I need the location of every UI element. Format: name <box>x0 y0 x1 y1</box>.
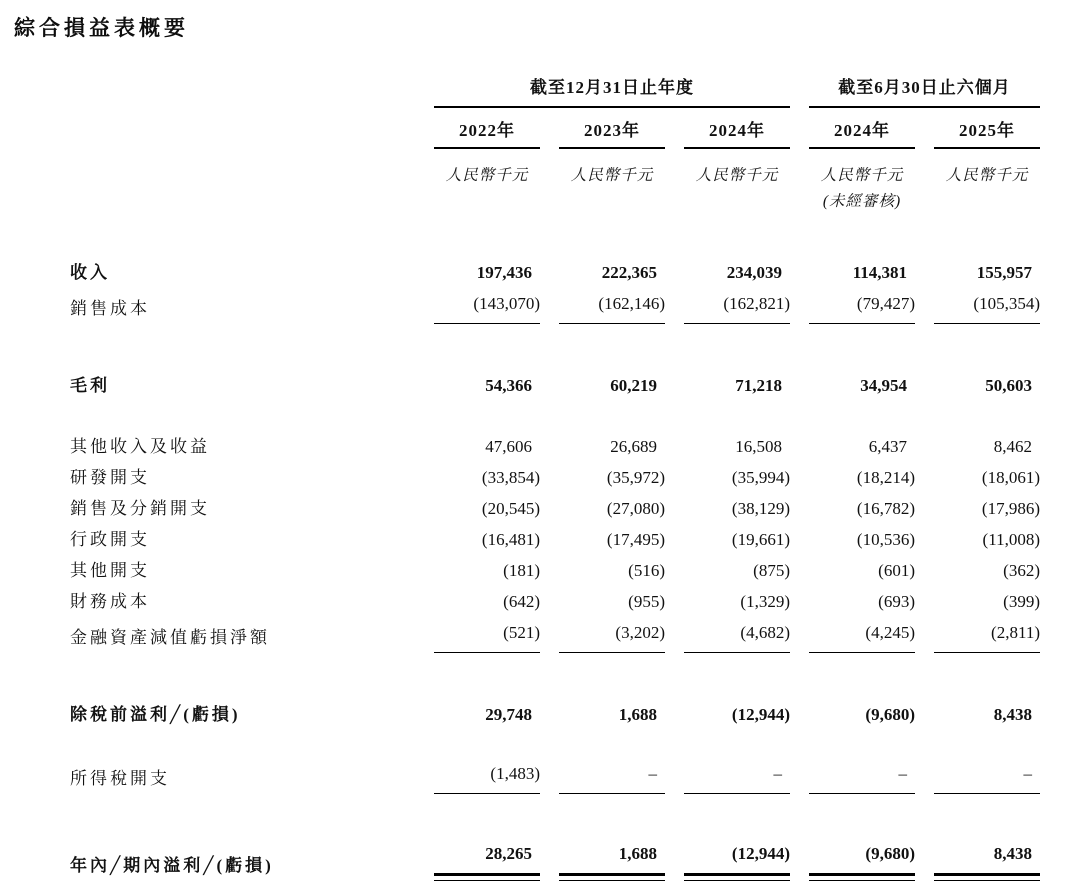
cell-h2025: 8,462 <box>993 437 1032 456</box>
column-header-y2023: 2023年 <box>559 120 665 149</box>
row-label: 收入 <box>70 263 110 282</box>
cell-y2023: – <box>559 758 665 794</box>
column-header-h2025: 2025年 <box>934 120 1040 149</box>
row-gross-profit <box>70 370 1040 401</box>
row-label: 除稅前溢利╱(虧損) <box>70 705 241 724</box>
cell-h2024: 34,954 <box>860 376 907 395</box>
cell-y2023: (3,202) <box>559 617 665 653</box>
row-impairment-losses <box>70 617 1040 653</box>
cell-y2023: 222,365 <box>601 263 657 282</box>
cell-text: 1,688 <box>618 844 657 863</box>
cell-h2024: 6,437 <box>868 437 907 456</box>
cell-y2024: 16,508 <box>735 437 782 456</box>
cell-y2023: (17,495) <box>606 530 665 549</box>
cell-h2025: (105,354) <box>934 288 1040 324</box>
cell-h2025: (17,986) <box>981 499 1040 518</box>
cell-h2024 <box>809 838 915 881</box>
column-header-y2022: 2022年 <box>434 120 540 149</box>
row-other-expenses <box>70 555 1040 586</box>
header-year-row <box>70 120 1040 149</box>
cell-h2025: (18,061) <box>981 468 1040 487</box>
cell-y2024: (1,329) <box>740 592 790 611</box>
cell-y2022: (521) <box>434 617 540 653</box>
cell-y2023: 26,689 <box>610 437 657 456</box>
cell-y2024: (19,661) <box>731 530 790 549</box>
cell-y2024: (162,821) <box>684 288 790 324</box>
row-label: 年內╱期內溢利╱(虧損) <box>70 856 274 875</box>
cell-y2024: (875) <box>753 561 790 580</box>
cell-h2024: (18,214) <box>856 468 915 487</box>
cell-h2024: (601) <box>878 561 915 580</box>
row-finance-costs <box>70 586 1040 617</box>
row-rd-expenses <box>70 462 1040 493</box>
cell-y2022 <box>434 838 540 881</box>
cell-y2024: 71,218 <box>735 376 782 395</box>
cell-y2024: (4,682) <box>684 617 790 653</box>
cell-text: (9,680) <box>865 844 915 863</box>
double-rule <box>684 873 790 881</box>
cell-h2025: 50,603 <box>985 376 1032 395</box>
cell-h2025: (2,811) <box>934 617 1040 653</box>
cell-y2023: 1,688 <box>618 705 657 724</box>
cell-text: 28,265 <box>485 844 532 863</box>
cell-h2025: (11,008) <box>982 530 1040 549</box>
unit-label-h2025: 人民幣千元 <box>945 167 1029 184</box>
row-label: 研發開支 <box>70 468 150 487</box>
cell-y2022: 29,748 <box>485 705 532 724</box>
income-statement-table <box>70 76 1040 881</box>
cell-y2023 <box>559 838 665 881</box>
double-rule <box>559 873 665 881</box>
row-label: 銷售成本 <box>70 299 150 318</box>
cell-text: 8,438 <box>993 844 1032 863</box>
cell-y2024: (12,944) <box>731 705 790 724</box>
cell-y2023: (35,972) <box>606 468 665 487</box>
cell-y2022: 54,366 <box>485 376 532 395</box>
column-group-annual: 截至12月31日止年度 <box>434 76 790 108</box>
cell-y2022: (20,545) <box>481 499 540 518</box>
row-administrative-expenses <box>70 524 1040 555</box>
row-label: 其他收入及收益 <box>70 437 210 456</box>
cell-y2022: (143,070) <box>434 288 540 324</box>
cell-y2024 <box>684 838 790 881</box>
cell-y2022: (33,854) <box>481 468 540 487</box>
unit-label-y2022: 人民幣千元 <box>445 167 529 184</box>
cell-h2025: (362) <box>1003 561 1040 580</box>
unit-label-y2024: 人民幣千元 <box>695 167 779 184</box>
header-unit-row <box>70 165 1040 187</box>
row-label: 其他開支 <box>70 561 150 580</box>
row-label: 毛利 <box>70 376 110 395</box>
header-note-row <box>70 191 1040 213</box>
row-label: 財務成本 <box>70 592 150 611</box>
cell-y2023: (955) <box>628 592 665 611</box>
column-header-y2024: 2024年 <box>684 120 790 149</box>
cell-h2025: – <box>934 758 1040 794</box>
cell-y2023: (162,146) <box>559 288 665 324</box>
cell-y2023: (516) <box>628 561 665 580</box>
row-selling-distribution-expenses <box>70 493 1040 524</box>
row-profit-before-tax <box>70 699 1040 730</box>
cell-y2024: (38,129) <box>731 499 790 518</box>
cell-h2024: 114,381 <box>852 263 907 282</box>
cell-h2025: (399) <box>1003 592 1040 611</box>
header-group-row <box>70 76 1040 108</box>
unit-label-h2024: 人民幣千元 <box>820 167 904 184</box>
row-income-tax-expense <box>70 758 1040 794</box>
cell-y2023: 60,219 <box>610 376 657 395</box>
row-revenue <box>70 257 1040 288</box>
cell-y2022: (1,483) <box>434 758 540 794</box>
double-rule <box>434 873 540 881</box>
cell-y2024: (35,994) <box>731 468 790 487</box>
column-group-interim: 截至6月30日止六個月 <box>809 76 1040 108</box>
cell-h2025: 155,957 <box>976 263 1032 282</box>
page-title: 綜合損益表概要 <box>14 16 189 40</box>
cell-y2024: 234,039 <box>726 263 782 282</box>
cell-h2024: (10,536) <box>856 530 915 549</box>
row-cost-of-sales <box>70 288 1040 324</box>
cell-h2024: – <box>809 758 915 794</box>
cell-h2024: (9,680) <box>865 705 915 724</box>
note-unaudited-h2024: (未經審核) <box>822 193 902 210</box>
cell-h2024: (79,427) <box>809 288 915 324</box>
cell-y2022: (16,481) <box>481 530 540 549</box>
double-rule <box>809 873 915 881</box>
cell-h2025: 8,438 <box>993 705 1032 724</box>
row-other-income <box>70 431 1040 462</box>
row-profit-for-year <box>70 838 1040 881</box>
row-label: 金融資產減值虧損淨額 <box>70 628 270 647</box>
column-header-h2024: 2024年 <box>809 120 915 149</box>
cell-y2024: – <box>684 758 790 794</box>
double-rule <box>934 873 1040 881</box>
cell-y2022: 197,436 <box>476 263 532 282</box>
cell-h2024: (693) <box>878 592 915 611</box>
row-label: 行政開支 <box>70 530 150 549</box>
cell-y2022: (181) <box>503 561 540 580</box>
cell-h2025 <box>934 838 1040 881</box>
cell-y2022: 47,606 <box>485 437 532 456</box>
cell-h2024: (4,245) <box>809 617 915 653</box>
unit-label-y2023: 人民幣千元 <box>570 167 654 184</box>
cell-h2024: (16,782) <box>856 499 915 518</box>
cell-text: (12,944) <box>731 844 790 863</box>
row-label: 所得稅開支 <box>70 769 170 788</box>
cell-y2023: (27,080) <box>606 499 665 518</box>
cell-y2022: (642) <box>503 592 540 611</box>
row-label: 銷售及分銷開支 <box>70 499 210 518</box>
